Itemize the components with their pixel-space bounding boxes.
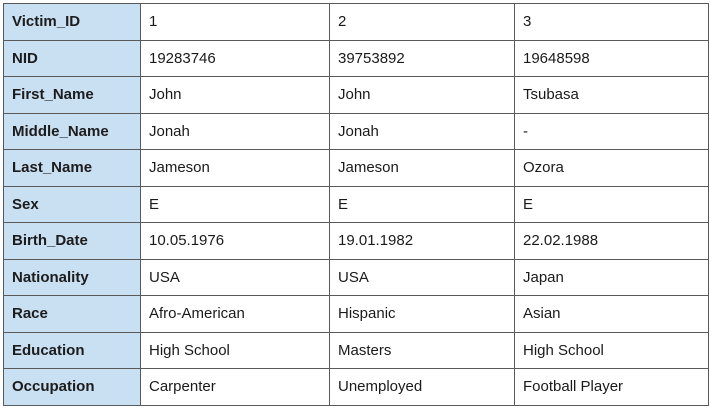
table-row: [4, 223, 709, 260]
table-cell: 22.02.1988: [515, 223, 709, 260]
table-cell: E: [330, 186, 515, 223]
table-cell: High School: [515, 332, 709, 369]
table-cell: 1: [141, 4, 330, 41]
table-cell: Masters: [330, 332, 515, 369]
table-cell: Ozora: [515, 150, 709, 187]
table-cell: 39753892: [330, 40, 515, 77]
row-label-nationality: Nationality: [4, 259, 141, 296]
row-label-victim-id: Victim_ID: [4, 4, 141, 41]
table-cell: -: [515, 113, 709, 150]
table-cell: USA: [330, 259, 515, 296]
table-row: [4, 186, 709, 223]
table-cell: John: [330, 77, 515, 114]
table-cell: 10.05.1976: [141, 223, 330, 260]
table-cell: 19283746: [141, 40, 330, 77]
victim-table: [3, 3, 709, 406]
row-label-middle-name: Middle_Name: [4, 113, 141, 150]
row-label-education: Education: [4, 332, 141, 369]
table-cell: Asian: [515, 296, 709, 333]
table-cell: Jonah: [141, 113, 330, 150]
table-cell: 2: [330, 4, 515, 41]
table-row: [4, 40, 709, 77]
table-row: [4, 369, 709, 406]
row-label-birth-date: Birth_Date: [4, 223, 141, 260]
row-label-last-name: Last_Name: [4, 150, 141, 187]
table-row: [4, 259, 709, 296]
table-row: [4, 113, 709, 150]
table-row: [4, 296, 709, 333]
row-label-first-name: First_Name: [4, 77, 141, 114]
table-row: [4, 4, 709, 41]
table-cell: 3: [515, 4, 709, 41]
table-cell: Jonah: [330, 113, 515, 150]
table-row: [4, 77, 709, 114]
table-row: [4, 332, 709, 369]
row-label-race: Race: [4, 296, 141, 333]
table-cell: Tsubasa: [515, 77, 709, 114]
table-cell: E: [515, 186, 709, 223]
table-row: [4, 150, 709, 187]
table-cell: Japan: [515, 259, 709, 296]
table-cell: Hispanic: [330, 296, 515, 333]
table-cell: USA: [141, 259, 330, 296]
table-cell: John: [141, 77, 330, 114]
row-label-occupation: Occupation: [4, 369, 141, 406]
table-cell: High School: [141, 332, 330, 369]
table-cell: Jameson: [141, 150, 330, 187]
row-label-sex: Sex: [4, 186, 141, 223]
row-label-nid: NID: [4, 40, 141, 77]
table-cell: 19.01.1982: [330, 223, 515, 260]
victim-table-container: [3, 3, 709, 406]
table-cell: Afro-American: [141, 296, 330, 333]
table-cell: 19648598: [515, 40, 709, 77]
table-cell: E: [141, 186, 330, 223]
table-cell: Carpenter: [141, 369, 330, 406]
table-cell: Jameson: [330, 150, 515, 187]
table-cell: Football Player: [515, 369, 709, 406]
table-cell: Unemployed: [330, 369, 515, 406]
